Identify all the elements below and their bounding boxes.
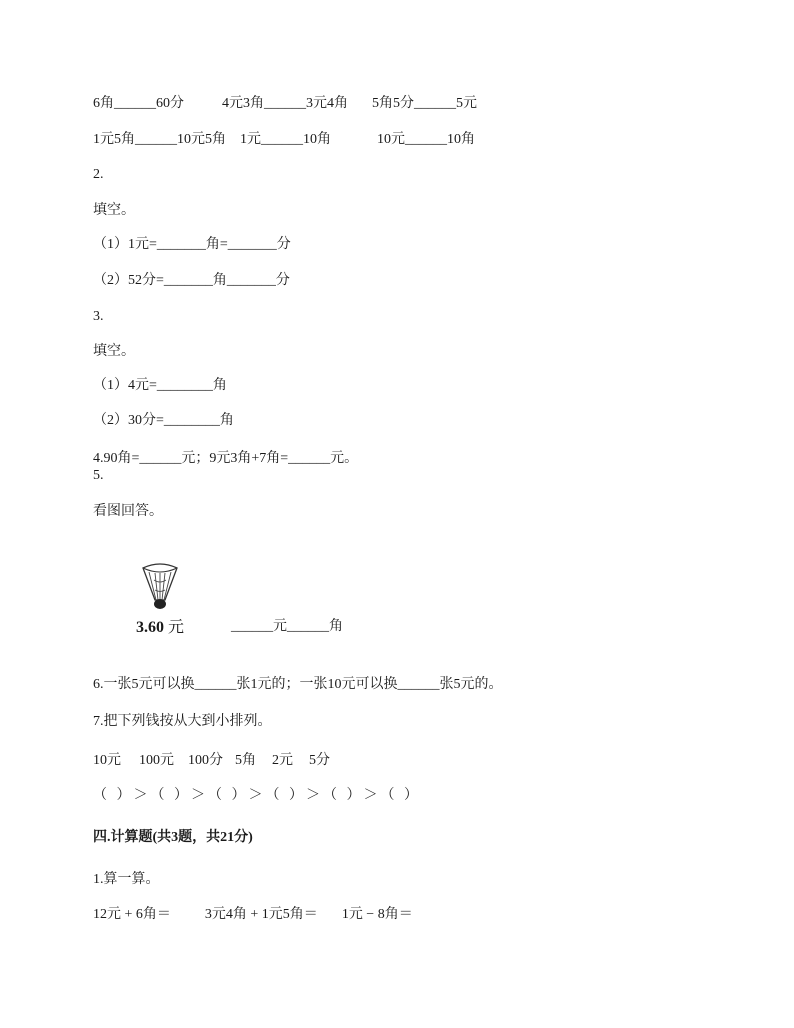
price-unit: 元 (168, 619, 185, 636)
money-list (93, 752, 330, 770)
fill-item: （1）1元=_______角=_______分 (93, 237, 291, 252)
fill-item: （2）30分=________角 (93, 413, 234, 428)
compare-item: 1元______10角 (240, 132, 331, 147)
compare-row-1 (93, 95, 477, 113)
question-instruction: 看图回答。 (93, 504, 163, 519)
answer-line: ______元______角 (231, 619, 343, 634)
question-number: 5. (93, 468, 104, 483)
question-6: 6.一张5元可以换______张1元的；一张10元可以换______张5元的。 (93, 677, 503, 692)
compare-item: 5角5分______5元 (372, 96, 477, 111)
calc-item: 1元 − 8角＝ (341, 907, 413, 922)
calc-item: 3元4角 + 1元5角＝ (204, 907, 318, 922)
money-item: 100分 (188, 753, 223, 768)
price-picture (136, 562, 206, 634)
question-number: 3. (93, 309, 104, 324)
section-heading: 四.计算题(共3题，共21分) (93, 830, 253, 845)
money-item: 10元 (93, 753, 121, 768)
price-label (136, 614, 184, 637)
compare-item: 4元3角______3元4角 (222, 96, 348, 111)
money-item: 5分 (309, 753, 330, 768)
badminton-shuttlecock-icon (140, 562, 180, 612)
calc-item: 12元 + 6角＝ (93, 907, 171, 922)
compare-item: 6角______60分 (93, 96, 184, 111)
fill-item: （1）4元=________角 (93, 378, 227, 393)
money-item: 5角 (235, 753, 256, 768)
question-instruction: 填空。 (93, 203, 135, 218)
question-instruction: 填空。 (93, 344, 135, 359)
money-item: 100元 (139, 753, 174, 768)
money-item: 2元 (272, 753, 293, 768)
question-4: 4.90角=______元；9元3角+7角=______元。 (93, 451, 359, 466)
calc-question-number: 1.算一算。 (93, 872, 160, 887)
question-7: 7.把下列钱按从大到小排列。 (93, 714, 272, 729)
compare-row-2 (93, 131, 475, 149)
fill-item: （2）52分=_______角_______分 (93, 273, 290, 288)
order-row: （ ）＞（ ）＞（ ）＞（ ）＞（ ）＞（ ） (93, 788, 421, 803)
calc-row (93, 906, 413, 924)
question-number: 2. (93, 167, 104, 182)
compare-item: 1元5角______10元5角 (93, 132, 226, 147)
price-value: 3.60 (136, 619, 164, 636)
compare-item: 10元______10角 (377, 132, 475, 147)
